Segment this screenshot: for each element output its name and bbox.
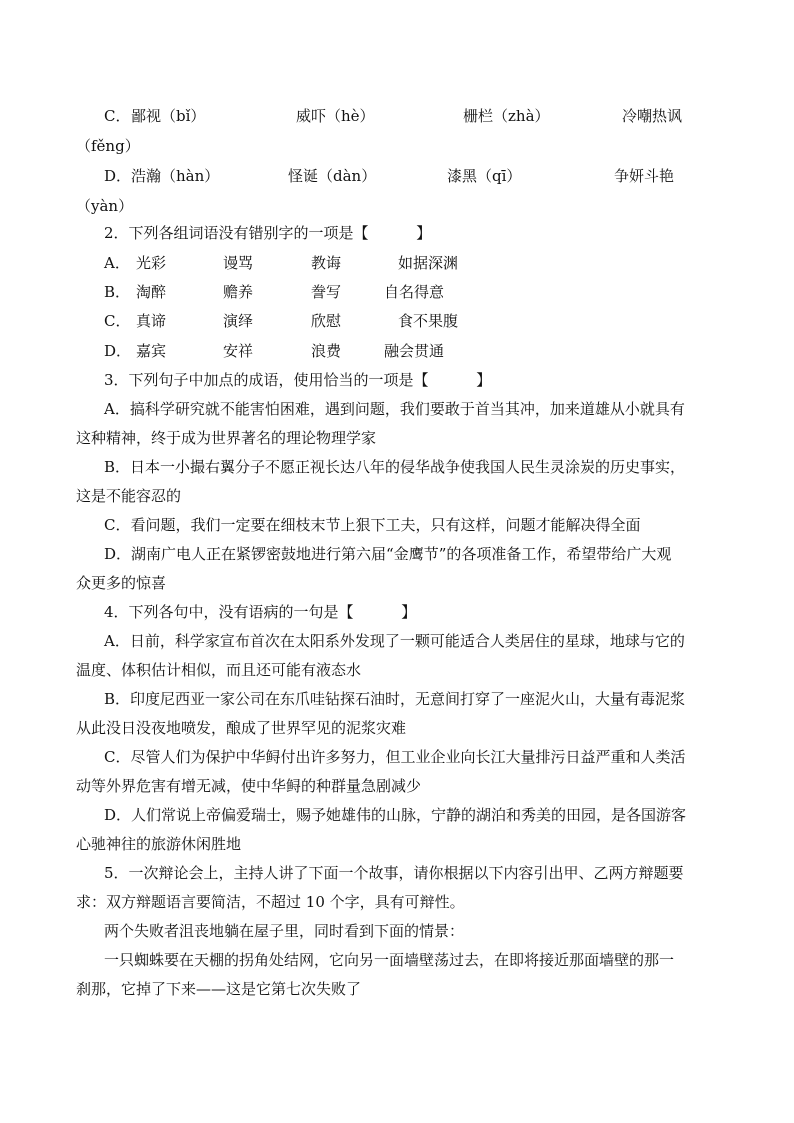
q2-option-b-word-3: 誊写 bbox=[311, 283, 342, 301]
q3-option-b-line-2: 这是不能容忍的 bbox=[76, 487, 182, 505]
q1-option-c-word-3: 栅栏（zhà） bbox=[463, 107, 550, 125]
q5-stem-line-1: 5．一次辩论会上，主持人讲了下面一个故事，请你根据以下内容引出甲、乙两方辩题要 bbox=[104, 864, 684, 882]
q2-option-d-word-2: 安祥 bbox=[223, 342, 254, 360]
q4-option-a-line-2: 温度、体积估计相似，而且还可能有液态水 bbox=[76, 661, 362, 679]
q1-option-d-word-4-pinyin: （yàn） bbox=[76, 197, 134, 215]
q4-option-d-line-1: D．人们常说上帝偏爱瑞士，赐予她雄伟的山脉，宁静的湖泊和秀美的田园，是各国游客 bbox=[104, 806, 687, 824]
q4-option-b-line-1: B．印度尼西亚一家公司在东爪哇钻探石油时，无意间打穿了一座泥火山，大量有毒泥浆 bbox=[104, 690, 686, 708]
q4-option-d-line-2: 心驰神往的旅游休闲胜地 bbox=[76, 835, 242, 853]
q1-option-d-label: D． bbox=[104, 167, 132, 185]
q1-option-c-word-1: 鄙视（bǐ） bbox=[131, 107, 206, 125]
q2-option-b-word-2: 赡养 bbox=[223, 283, 254, 301]
q2-option-a-word-4: 如据深渊 bbox=[398, 254, 459, 272]
q1-option-c-word-4: 冷嘲热讽 bbox=[622, 107, 683, 125]
q1-option-d-word-4: 争妍斗艳 bbox=[614, 167, 675, 185]
q1-option-c-word-4-pinyin: （fěng） bbox=[76, 137, 140, 155]
q5-stem-line-2: 求：双方辩题语言要简洁，不超过 10 个字，具有可辩性。 bbox=[76, 893, 465, 911]
q2-option-a-word-3: 教诲 bbox=[311, 254, 342, 272]
answer-blank bbox=[354, 603, 402, 621]
q2-option-c-word-1: 真谛 bbox=[136, 312, 167, 330]
q2-option-b-word-4: 自名得意 bbox=[384, 283, 445, 301]
q2-option-c-label: C． bbox=[104, 312, 131, 330]
q3-option-a-line-1: A．搞科学研究就不能害怕困难，遇到问题，我们要敢于首当其冲，加来道雄从小就具有 bbox=[104, 400, 685, 418]
q3-option-c-line-1: C．看问题，我们一定要在细枝末节上狠下工夫，只有这样，问题才能解决得全面 bbox=[104, 516, 641, 534]
answer-blank bbox=[369, 224, 417, 242]
q2-option-d-label: D． bbox=[104, 342, 132, 360]
q4-option-b-line-2: 从此没日没夜地喷发，酿成了世界罕见的泥浆灾难 bbox=[76, 719, 407, 737]
q1-option-d-word-1: 浩瀚（hàn） bbox=[131, 167, 220, 185]
q1-option-d-word-2: 怪诞（dàn） bbox=[288, 167, 377, 185]
q2-option-a-label: A． bbox=[104, 254, 130, 272]
q2-option-d-word-1: 嘉宾 bbox=[136, 342, 167, 360]
q1-option-c-word-2: 威吓（hè） bbox=[296, 107, 375, 125]
q3-option-b-line-1: B．日本一小撮右翼分子不愿正视长达八年的侵华战争使我国人民生灵涂炭的历史事实， bbox=[104, 458, 686, 476]
q5-passage-line-3: 刹那，它掉了下来——这是它第七次失败了 bbox=[76, 980, 362, 998]
q1-option-d-word-3: 漆黑（qī） bbox=[447, 167, 522, 185]
q2-option-b-label: B． bbox=[104, 283, 131, 301]
q2-option-c-word-3: 欣慰 bbox=[311, 312, 342, 330]
q4-stem: 4．下列各句中，没有语病的一句是【 】 bbox=[104, 603, 417, 621]
q4-option-c-line-2: 动等外界危害有增无减，使中华鲟的种群量急剧减少 bbox=[76, 777, 422, 795]
q3-option-d-line-1: D．湖南广电人正在紧锣密鼓地进行第六届“金鹰节”的各项准备工作，希望带给广大观 bbox=[104, 545, 672, 563]
q5-passage-line-1: 两个失败者沮丧地躺在屋子里，同时看到下面的情景： bbox=[104, 922, 465, 940]
q2-option-d-word-4: 融会贯通 bbox=[384, 342, 445, 360]
q5-passage-line-2: 一只蜘蛛要在天棚的拐角处结网，它向另一面墙壁荡过去，在即将接近那面墙壁的那一 bbox=[104, 951, 675, 969]
q2-option-c-word-4: 食不果腹 bbox=[398, 312, 459, 330]
q2-option-a-word-1: 光彩 bbox=[136, 254, 167, 272]
q4-option-a-line-1: A．日前，科学家宣布首次在太阳系外发现了一颗可能适合人类居住的星球，地球与它的 bbox=[104, 632, 685, 650]
q3-option-d-line-2: 众更多的惊喜 bbox=[76, 574, 167, 592]
q2-option-a-word-2: 谩骂 bbox=[223, 254, 254, 272]
q4-option-c-line-1: C．尽管人们为保护中华鲟付出许多努力，但工业企业向长江大量排污日益严重和人类活 bbox=[104, 748, 686, 766]
q1-option-c-label: C． bbox=[104, 107, 131, 125]
answer-blank bbox=[429, 371, 477, 389]
q3-stem: 3．下列句子中加点的成语，使用恰当的一项是【 】 bbox=[104, 371, 492, 389]
q2-stem: 2．下列各组词语没有错别字的一项是【 】 bbox=[104, 224, 432, 242]
q2-option-d-word-3: 浪费 bbox=[311, 342, 342, 360]
q2-option-b-word-1: 淘醉 bbox=[136, 283, 167, 301]
q3-option-a-line-2: 这种精神，终于成为世界著名的理论物理学家 bbox=[76, 429, 377, 447]
q2-option-c-word-2: 演绎 bbox=[223, 312, 254, 330]
